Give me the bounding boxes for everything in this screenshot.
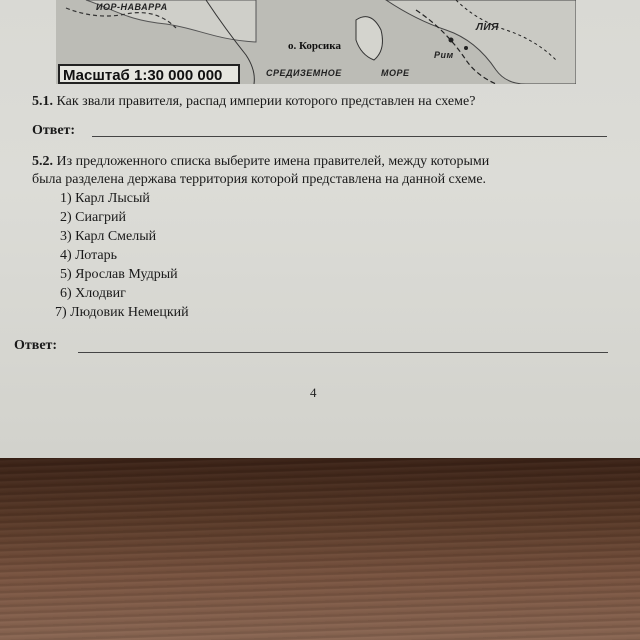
answer-line-5-2[interactable]	[78, 352, 608, 353]
map-region-label: ИОР-НАВАРРА	[96, 2, 168, 12]
question-5-2-text-line2: была разделена держава территория которой представлена на данной схеме.	[32, 172, 487, 187]
option-item: 3) Карл Смелый	[60, 229, 157, 244]
map-scale: Масштаб 1:30 000 000	[58, 64, 240, 84]
question-5-2-number: 5.2.	[32, 154, 53, 169]
map-city-label: Рим	[434, 50, 454, 60]
wooden-table-background	[0, 458, 640, 640]
map-island-label: о. Корсика	[288, 40, 341, 52]
option-item: 5) Ярослав Мудрый	[60, 267, 178, 282]
answer-label-5-2: Ответ:	[14, 338, 58, 353]
map-sea-left-label: СРЕДИЗЕМНОЕ	[266, 68, 342, 78]
answer-line-5-1[interactable]	[92, 136, 607, 137]
option-item: 7) Людовик Немецкий	[55, 305, 189, 320]
question-5-2-text-line1: Из предложенного списка выберите имена правителей, между которыми	[56, 154, 490, 169]
page-number: 4	[310, 385, 317, 400]
map-sea-right-label: МОРЕ	[381, 68, 410, 78]
option-item: 4) Лотарь	[60, 248, 118, 263]
answer-label-5-1: Ответ:	[32, 123, 76, 138]
option-item: 2) Сиагрий	[60, 210, 126, 225]
option-item: 1) Карл Лысый	[60, 191, 150, 206]
question-5-1-text: Как звали правителя, распад империи которого представлен на схеме?	[56, 94, 476, 109]
question-5-1-number: 5.1.	[32, 94, 53, 109]
question-5-2-line1	[32, 154, 489, 170]
option-item: 6) Хлодвиг	[60, 286, 126, 301]
question-5-1	[32, 94, 475, 110]
map-region-right-label: ЛИЯ	[476, 22, 499, 33]
